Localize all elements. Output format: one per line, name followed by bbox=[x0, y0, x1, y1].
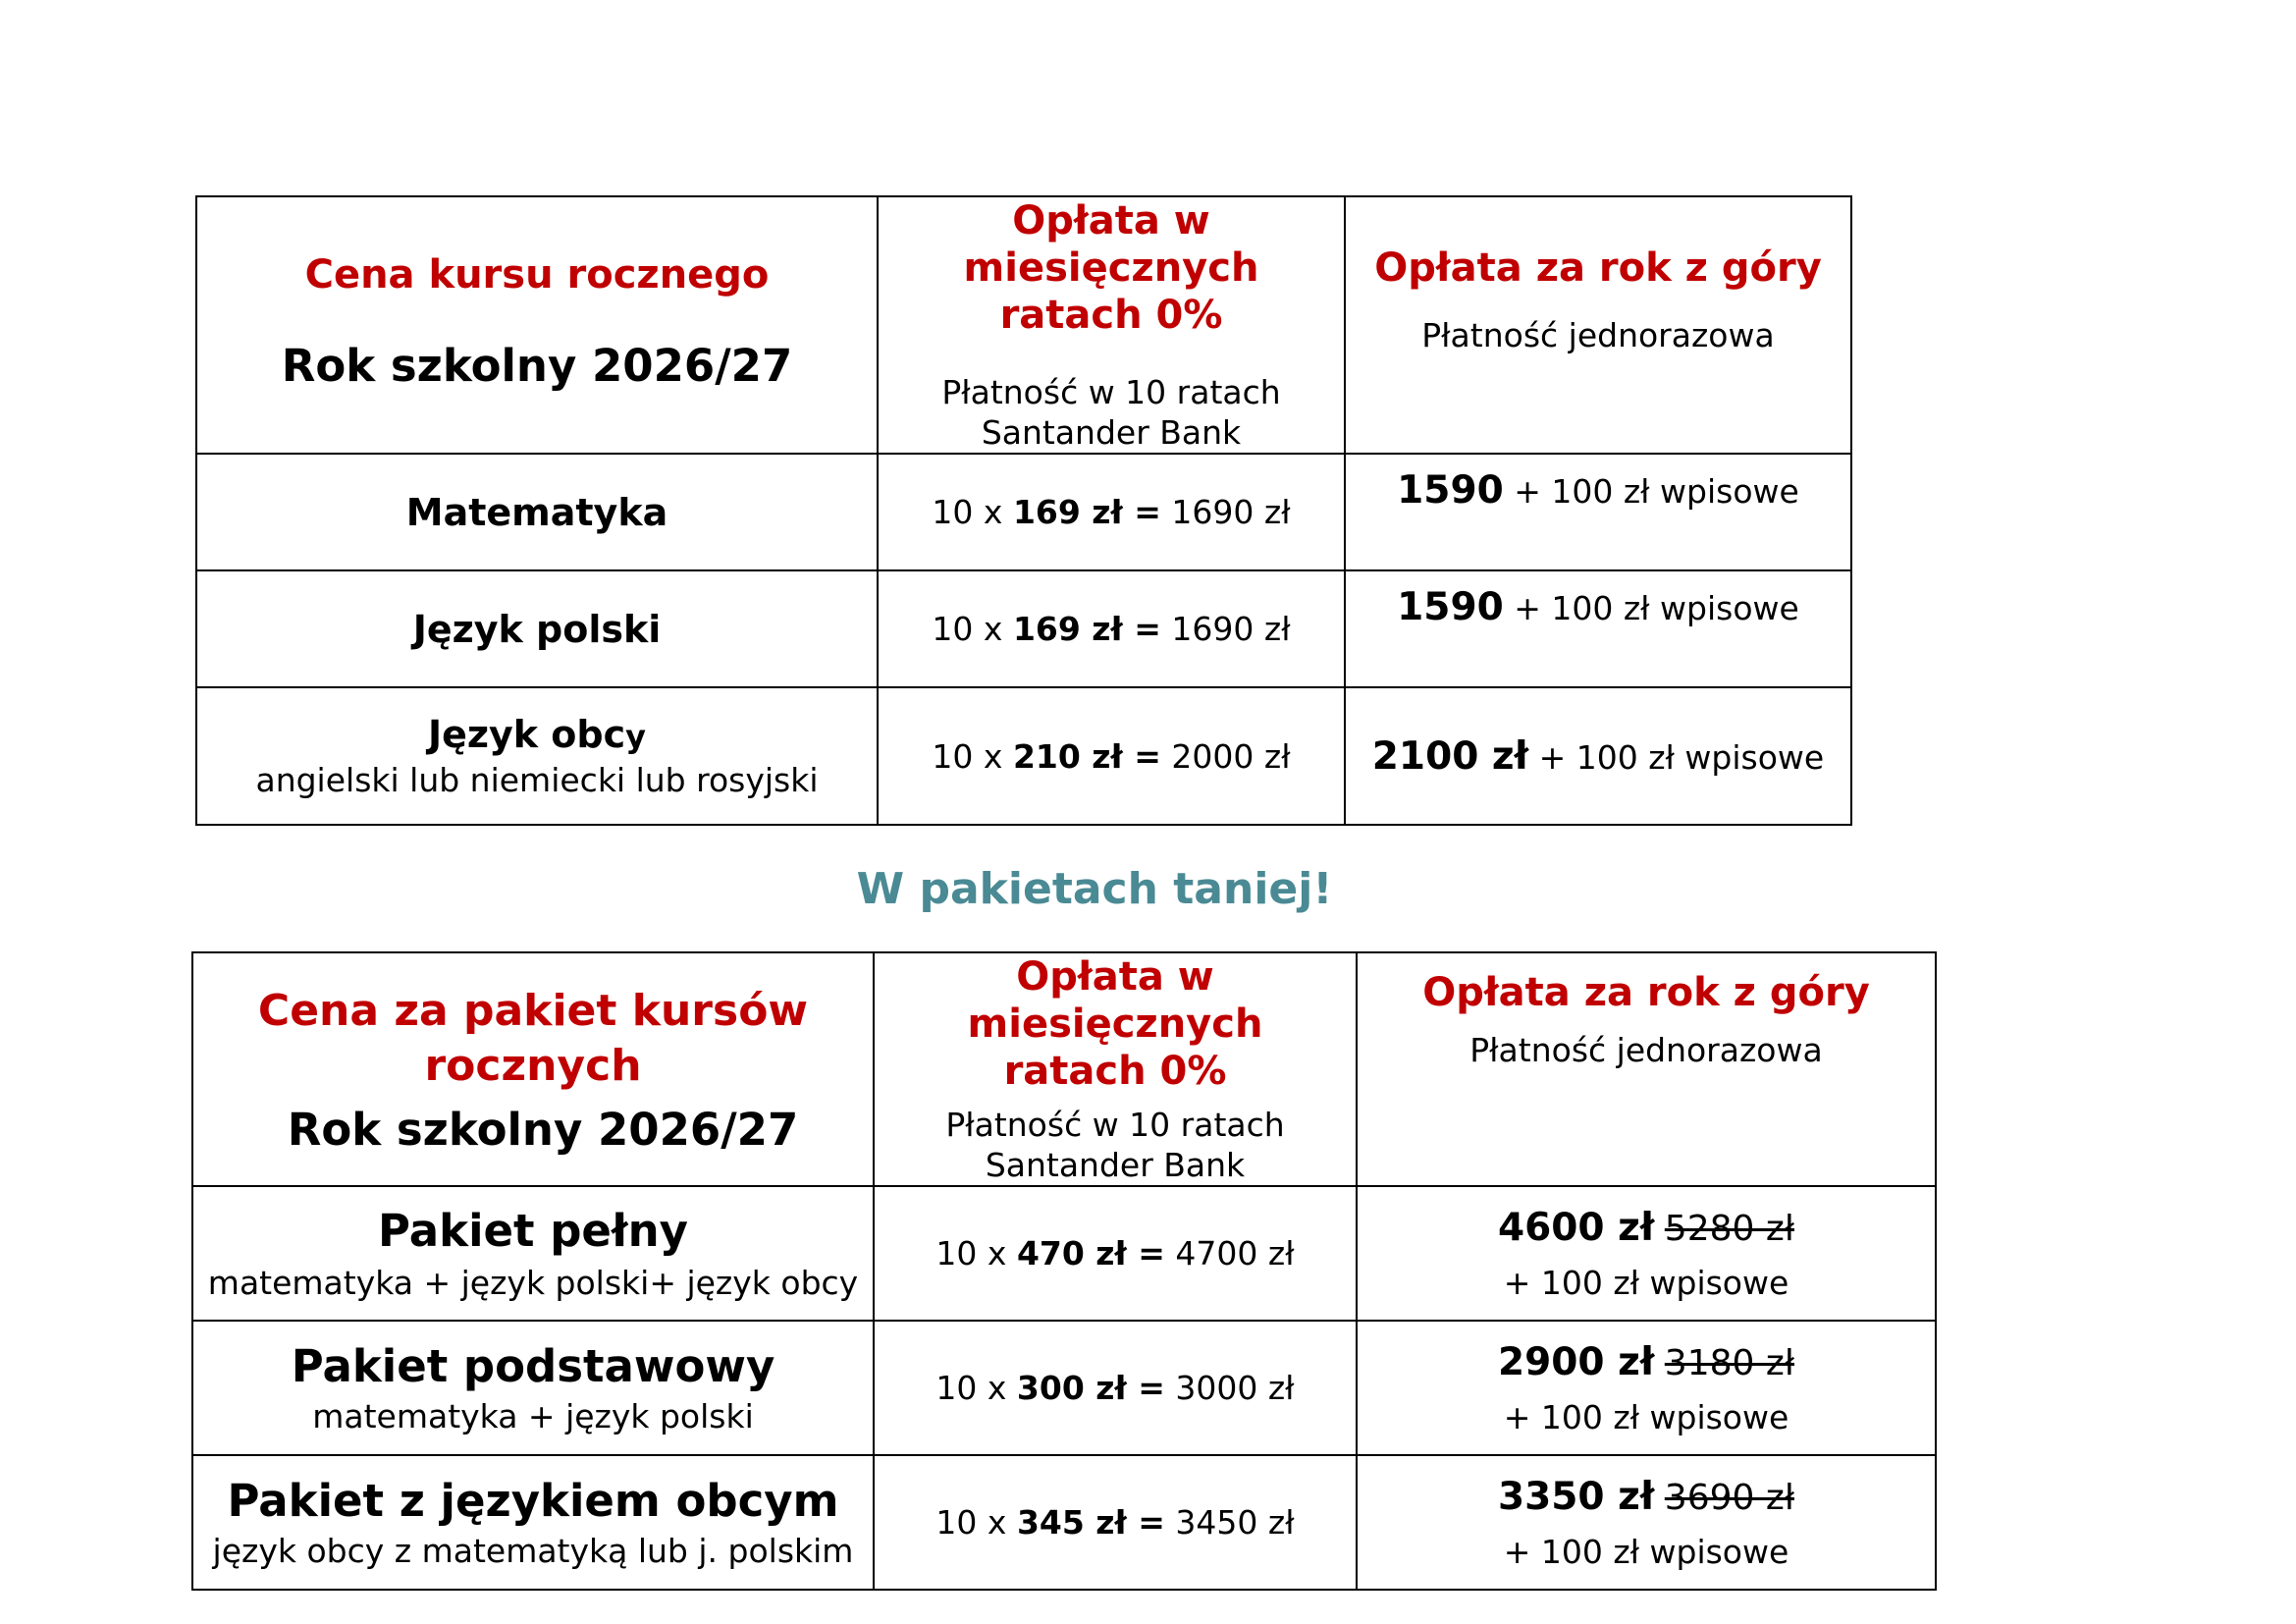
installment-amount: 470 zł = bbox=[1016, 1234, 1165, 1272]
package-description: język obcy z matematyką lub j. polskim bbox=[212, 1531, 854, 1570]
header-yearly-cell bbox=[1345, 196, 1851, 454]
course-name-cell bbox=[196, 454, 878, 570]
package-description: matematyka + język polski+ język obcy bbox=[207, 1263, 859, 1302]
yearly-price: 1590 bbox=[1397, 585, 1504, 629]
header-package-title-line2: rocznych bbox=[424, 1040, 642, 1091]
yearly-cell bbox=[1345, 570, 1851, 687]
header-package-title-line1: Cena za pakiet kursów bbox=[257, 985, 809, 1036]
installment-amount: 345 zł = bbox=[1016, 1503, 1165, 1542]
package-price-table bbox=[191, 951, 1937, 1591]
table-header-row bbox=[196, 196, 1851, 454]
enrollment-fee: + 100 zł wpisowe bbox=[1514, 589, 1799, 627]
course-price-table bbox=[195, 195, 1852, 826]
course-name: Matematyka bbox=[405, 490, 668, 534]
yearly-price: 2100 zł bbox=[1371, 733, 1529, 779]
installment-total: 1690 zł bbox=[1171, 493, 1291, 531]
enrollment-fee: + 100 zł wpisowe bbox=[1514, 472, 1799, 511]
enrollment-fee: + 100 zł wpisowe bbox=[1503, 1397, 1789, 1436]
package-name-cell bbox=[192, 1321, 874, 1455]
installment-total: 3450 zł bbox=[1175, 1503, 1295, 1542]
course-name: Język polski bbox=[412, 607, 662, 651]
installment-cell bbox=[874, 1455, 1357, 1590]
yearly-price: 4600 zł bbox=[1498, 1205, 1655, 1250]
installment-cell bbox=[874, 1186, 1357, 1321]
installment-total: 3000 zł bbox=[1175, 1369, 1295, 1407]
installment-prefix: 10 x bbox=[935, 1503, 1007, 1542]
old-price: 5280 zł bbox=[1664, 1208, 1794, 1249]
header-installments-sub-line2: Santander Bank bbox=[981, 413, 1242, 452]
installment-amount: 300 zł = bbox=[1016, 1369, 1165, 1407]
package-name: Pakiet pełny bbox=[378, 1204, 688, 1257]
installment-prefix: 10 x bbox=[935, 1234, 1007, 1272]
installment-prefix: 10 x bbox=[932, 493, 1003, 531]
installment-total: 4700 zł bbox=[1175, 1234, 1295, 1272]
yearly-cell bbox=[1345, 687, 1851, 825]
installment-prefix: 10 x bbox=[932, 610, 1003, 648]
header-course-cell bbox=[196, 196, 878, 454]
header-yearly-sub: Płatność jednorazowa bbox=[1469, 1031, 1823, 1069]
installment-cell bbox=[878, 570, 1345, 687]
package-name-cell bbox=[192, 1186, 874, 1321]
installment-total: 2000 zł bbox=[1171, 736, 1291, 776]
table-row bbox=[192, 1321, 1936, 1455]
old-price: 3180 zł bbox=[1664, 1342, 1794, 1383]
header-installments-title-line1: Opłata w miesięcznych bbox=[967, 954, 1263, 1047]
package-name: Pakiet z językiem obcym bbox=[227, 1474, 839, 1527]
header-yearly-cell bbox=[1357, 952, 1936, 1186]
table-row bbox=[192, 1186, 1936, 1321]
course-name: Język obc bbox=[428, 712, 626, 756]
header-installments-sub-line1: Płatność w 10 ratach bbox=[945, 1106, 1285, 1144]
enrollment-fee: + 100 zł wpisowe bbox=[1538, 737, 1825, 777]
installment-prefix: 10 x bbox=[935, 1369, 1017, 1407]
header-package-cell bbox=[192, 952, 874, 1186]
installment-cell bbox=[874, 1321, 1357, 1455]
old-price: 3690 zł bbox=[1664, 1477, 1794, 1518]
course-description: angielski lub niemiecki lub rosyjski bbox=[255, 760, 819, 799]
table-row bbox=[196, 687, 1851, 825]
installment-amount: 169 zł = bbox=[1012, 493, 1161, 531]
table-header-row bbox=[192, 952, 1936, 1186]
header-installments-title-line2: ratach 0% bbox=[999, 293, 1223, 338]
course-name-tail: y bbox=[625, 717, 646, 755]
yearly-price: 2900 zł bbox=[1498, 1339, 1655, 1384]
course-name-cell bbox=[196, 687, 878, 825]
installment-cell bbox=[878, 454, 1345, 570]
installment-total: 1690 zł bbox=[1171, 610, 1291, 648]
package-description: matematyka + język polski bbox=[312, 1396, 754, 1435]
yearly-cell bbox=[1345, 454, 1851, 570]
header-installments-title-line2: ratach 0% bbox=[1003, 1049, 1227, 1094]
table-row bbox=[196, 570, 1851, 687]
header-installments-sub-line2: Santander Bank bbox=[985, 1146, 1246, 1184]
header-yearly-sub: Płatność jednorazowa bbox=[1421, 316, 1775, 354]
table-row bbox=[196, 454, 1851, 570]
header-installments-title-line1: Opłata w miesięcznych bbox=[963, 198, 1259, 291]
header-school-year: Rok szkolny 2026/27 bbox=[287, 1103, 799, 1156]
yearly-price: 3350 zł bbox=[1498, 1474, 1655, 1519]
header-school-year: Rok szkolny 2026/27 bbox=[281, 339, 793, 392]
yearly-cell bbox=[1357, 1455, 1936, 1590]
course-name-cell bbox=[196, 570, 878, 687]
installment-amount: 210 zł = bbox=[1012, 736, 1161, 776]
header-yearly-title: Opłata za rok z góry bbox=[1422, 970, 1870, 1015]
packages-banner: W pakietach taniej! bbox=[856, 864, 1333, 914]
package-name: Pakiet podstawowy bbox=[291, 1339, 775, 1392]
header-installments-cell bbox=[878, 196, 1345, 454]
enrollment-fee: + 100 zł wpisowe bbox=[1503, 1532, 1789, 1571]
table-row bbox=[192, 1455, 1936, 1590]
header-installments-sub-line1: Płatność w 10 ratach bbox=[941, 373, 1281, 411]
header-yearly-title: Opłata za rok z góry bbox=[1374, 245, 1822, 291]
yearly-cell bbox=[1357, 1186, 1936, 1321]
enrollment-fee: + 100 zł wpisowe bbox=[1503, 1263, 1789, 1302]
package-name-cell bbox=[192, 1455, 874, 1590]
yearly-price: 1590 bbox=[1397, 468, 1504, 513]
installment-cell bbox=[878, 687, 1345, 825]
header-course-title: Cena kursu rocznego bbox=[304, 251, 770, 298]
installment-amount: 169 zł = bbox=[1012, 610, 1161, 648]
yearly-cell bbox=[1357, 1321, 1936, 1455]
header-installments-cell bbox=[874, 952, 1357, 1186]
installment-prefix: 10 x bbox=[932, 736, 1003, 776]
